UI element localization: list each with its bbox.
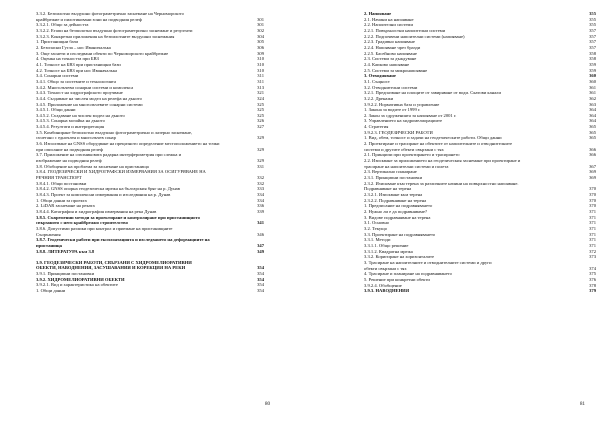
toc-entry-page: 325 bbox=[257, 101, 264, 107]
toc-entry-page: 309 bbox=[257, 50, 264, 56]
toc-entry-title: 1. Закона за водите от 1999 г. bbox=[364, 107, 421, 113]
toc-entry-page: 366 bbox=[589, 146, 596, 152]
toc-entry-page: 329 bbox=[257, 146, 264, 152]
toc-entry-page: 334 bbox=[257, 192, 264, 197]
toc-entry-page: 370 bbox=[589, 192, 596, 197]
toc-entry-title: 1. Пристанищни бази bbox=[36, 39, 78, 45]
toc-entry-title: 3.2. Отводнителни системи bbox=[364, 84, 418, 90]
toc-entry-page: 371 bbox=[589, 214, 596, 220]
toc-entry-page: 364 bbox=[589, 107, 596, 113]
toc-entry-page: 304 bbox=[257, 33, 264, 39]
toc-entry-title: 3.4.5. Приложение на многолъчевите сонарни системи bbox=[36, 101, 143, 107]
toc-entry-title: 3.2.2. Дренажи bbox=[364, 95, 394, 101]
toc-entry-page: 378 bbox=[589, 282, 596, 288]
toc-entry-page: 355 bbox=[589, 11, 596, 16]
toc-entry-title: пристанища bbox=[36, 242, 62, 248]
toc-entry-page: 355 bbox=[589, 16, 596, 22]
toc-entry-title: 3.3.1.1. Общо решение bbox=[364, 242, 409, 248]
toc-entry-title: 3.8. Обобщение на проблема за заснемане на пристанища bbox=[36, 163, 149, 169]
toc-entry-title: 2.2.1. Повърхностни напоителни системи bbox=[364, 27, 446, 33]
toc-entry-title: 3.3.2. Коригиране на хоризонталите bbox=[364, 254, 434, 260]
toc-entry-title: 3. Трасиране на напоителните и отводнителните системи и други bbox=[364, 259, 492, 265]
toc-entry-title: 2.3. Системи за дъждуване bbox=[364, 56, 417, 62]
toc-entry-page: 371 bbox=[589, 231, 596, 237]
toc-entry-title: ОБЕКТИ, НАВОДНЕНИЯ, ЗАСУШАВАНИЯ И КОРЕКЦИЯ НА РЕКИ bbox=[36, 265, 186, 271]
toc-entry-title: 3.3.2.2. Етапи на безпилотно въздушно фотограметрично заснемане и резултати bbox=[36, 27, 193, 33]
toc-entry-page: 324 bbox=[257, 95, 264, 101]
toc-entry-page: 332 bbox=[257, 180, 264, 186]
toc-entry-title: 4. Оценка на точността при БВЗ bbox=[36, 56, 99, 62]
toc-entry-title: 3.3.1. Методи bbox=[364, 237, 391, 243]
toc-entry-page: 311 bbox=[257, 78, 264, 84]
toc-entry-title: 2.3. Вертикално планиране bbox=[364, 169, 417, 175]
toc-entry bbox=[364, 288, 596, 294]
toc-entry-page: 376 bbox=[589, 276, 596, 282]
toc-entry-title: 3.4.1. Общо за системите и технологията bbox=[36, 78, 116, 84]
toc-entry-page: 366 bbox=[589, 152, 596, 158]
toc-entry-title: 3.9.2.2. Нормативна база и управление bbox=[364, 101, 440, 107]
toc-entry-page: 371 bbox=[589, 225, 596, 231]
toc-entry-title: крайбрежие и пилотиковани зони на подводния релеф bbox=[36, 16, 142, 22]
toc-entry-page: 354 bbox=[257, 271, 264, 277]
toc-entry-page: 361 bbox=[589, 90, 596, 96]
toc-entry-title: 2.1. Принципи при проектирането и трасирането bbox=[364, 152, 460, 158]
toc-entry-page: 357 bbox=[589, 33, 596, 39]
toc-entry-title: трасиране на напоителни системи и полета bbox=[364, 163, 449, 169]
toc-entry-page: 369 bbox=[589, 175, 596, 181]
toc-entry-title: 1. Предписание на подравняването bbox=[364, 203, 433, 209]
toc-entry-title: 2.1. Начини на напояване bbox=[364, 16, 414, 22]
toc-entry-title: 4.1. Точност на БВЗ при пристанищни бази bbox=[36, 61, 121, 67]
page-number-left: 80 bbox=[265, 402, 270, 407]
toc-entry-title: 3.4.4. Създаване на числен модел на релефа на дъното bbox=[36, 95, 142, 101]
toc-entry-title: 2.2.3. Градивно напояване bbox=[364, 39, 415, 45]
toc-entry-page: 373 bbox=[589, 254, 596, 260]
toc-entry-title: 3.3.2.1. Общо за дейността bbox=[36, 22, 89, 28]
toc-entry bbox=[36, 249, 264, 255]
toc-entry-title: 3.9.2. ХИДРОМЕЛИОРАТИВНИ ОБЕКТИ bbox=[36, 276, 125, 282]
toc-entry-title: 2.5. Системи за микронапояване bbox=[364, 67, 428, 73]
toc-entry-title: 3. Отводняване bbox=[364, 73, 396, 79]
toc-entry-title: 2.2.2. Подпочвени напоителни системи (напояване) bbox=[364, 33, 465, 39]
toc-entry-page: 360 bbox=[589, 73, 596, 79]
toc-entry-page: 346 bbox=[257, 231, 264, 237]
toc-entry-page: 310 bbox=[257, 61, 264, 67]
toc-entry-page: 357 bbox=[589, 27, 596, 33]
toc-entry-title: 2.2. Напоителни системи bbox=[364, 22, 413, 28]
toc-entry-title: 3.8.4.2. GNSS опорна геодезическа мрежа на българския бряг на р. Дунав bbox=[36, 186, 180, 192]
toc-entry-page: 364 bbox=[589, 112, 596, 118]
toc-entry-page: 332 bbox=[257, 175, 264, 181]
toc-entry-title: 3.3.1.2. Квадратна мрежа bbox=[364, 248, 413, 254]
toc-entry-title: съчетано с едночлен и многолъчев сонар bbox=[36, 135, 116, 141]
toc-entry-title: 2.3.2.1. Изискване към терена bbox=[364, 192, 423, 197]
toc-entry-title: 3.9.2.4. Обобщение bbox=[364, 282, 402, 288]
toc-entry-page: 375 bbox=[589, 271, 596, 277]
toc-entry-title: 3.3. Проектиране на подравняването bbox=[364, 231, 436, 237]
toc-entry-page: 327 bbox=[257, 124, 264, 130]
toc-entry-title: 3.4.2. Многолъчеви сонарни системи и комплекса bbox=[36, 84, 134, 90]
toc-entry-title: 2.3.2.2. Подравняване на терена bbox=[364, 197, 427, 203]
toc-entry-page: 357 bbox=[589, 44, 596, 50]
toc-entry-title: при описание на подводния релеф bbox=[36, 146, 103, 152]
toc-entry-page: 347 bbox=[257, 242, 264, 248]
toc-entry-page: 325 bbox=[257, 107, 264, 113]
toc-entry-title: 4.2. Точност на БВЗ при нос Иваначалька bbox=[36, 67, 118, 73]
toc-entry-page: 370 bbox=[589, 197, 596, 203]
toc-entry-title: 2. Безопасни Гугла – нос Иваничалька bbox=[36, 44, 111, 50]
toc-entry-page: 306 bbox=[257, 44, 264, 50]
toc-entry-title: 3.8.5. Съвременни методи за проектиране и контролиране при пристанищното bbox=[36, 214, 200, 220]
toc-entry-title: 3. Видове подравняване на терена bbox=[364, 214, 431, 220]
toc-entry-page: 311 bbox=[257, 73, 264, 79]
toc-entry-title: 3.3.2.3. Конкретни приложения на безпилотните въздушни заснемания bbox=[36, 33, 175, 39]
toc-entry-title: 3.4.5.1. Общи данни bbox=[36, 107, 76, 113]
toc-entry-page: 302 bbox=[257, 27, 264, 33]
toc-entry-page: 365 bbox=[589, 129, 596, 135]
toc-entry-title: 2. Нужно ли е да подравняваме? bbox=[364, 208, 428, 214]
toc-entry-title: 3.8.4.4. Катаграфия и хидрография измервания на река Дунав bbox=[36, 208, 157, 214]
toc-entry-page: 354 bbox=[257, 288, 264, 294]
toc-entry-page: 354 bbox=[257, 282, 264, 288]
toc-entry-title: РЕЧНИЯ ТРАНСПОРТ bbox=[36, 175, 82, 181]
toc-entry-title: изображение на подводния релеф bbox=[36, 158, 102, 164]
toc-entry-title: Съоръжения bbox=[36, 231, 61, 237]
toc-entry-page: 361 bbox=[589, 84, 596, 90]
toc-entry-title: свързаното с него крайбрежно строителство bbox=[36, 220, 128, 226]
toc-entry-page: 364 bbox=[589, 118, 596, 124]
toc-entry-title: 2.3.1. Принципни постановки bbox=[364, 175, 423, 181]
toc-entry-title: 1. Общи данни bbox=[36, 288, 66, 294]
toc-entry-page: 372 bbox=[589, 248, 596, 254]
toc-entry-title: 3.8.4.3. Проект за комплексни измервания и изследвания на р. Дунав bbox=[36, 192, 171, 197]
toc-entry-title: 3.9.2.1. Вид и характеристика на обектите bbox=[36, 282, 118, 288]
toc-entry-title: 3.5. Комбиниране безпилотно въздушно фотограметрично и лазерно заснемане, bbox=[36, 129, 193, 135]
toc-entry-title: 2. Проектиране и трасиране на обектите от напоителните и отводнителните bbox=[364, 141, 512, 147]
toc-entry-page: 371 bbox=[589, 208, 596, 214]
toc-entry-page: 371 bbox=[589, 237, 596, 243]
toc-entry-title: 3.2. Текущо bbox=[364, 225, 388, 231]
toc-entry-title: 3. Още заснети и изследвани обекти по Черноморското крайбрежие bbox=[36, 50, 169, 56]
toc-entry-page: 355 bbox=[589, 22, 596, 28]
toc-entry-page: 379 bbox=[589, 288, 596, 294]
toc-entry-title: 2. Напояване bbox=[364, 11, 392, 16]
table-of-contents-left bbox=[36, 11, 264, 294]
toc-entry-page: 310 bbox=[257, 67, 264, 73]
toc-entry-page: 354 bbox=[257, 265, 264, 271]
toc-entry-title: 3.8.4.1. Общи постановки bbox=[36, 180, 87, 186]
toc-entry-title: 2.4. Капково напояване bbox=[364, 61, 410, 67]
right-page bbox=[300, 0, 600, 424]
toc-entry-page: 334 bbox=[257, 197, 264, 203]
toc-entry-title: системи и другите обекти свързани с тях bbox=[364, 146, 444, 152]
toc-entry-title: 4. Стратегия bbox=[364, 124, 389, 130]
toc-entry-page: 341 bbox=[257, 220, 264, 226]
toc-entry-title: 3.4.5.3. Сонарна мозайка на дъното bbox=[36, 118, 105, 124]
toc-entry-page: 326 bbox=[257, 118, 264, 124]
toc-entry-page: 310 bbox=[257, 56, 264, 62]
toc-entry-page: 358 bbox=[589, 56, 596, 62]
toc-entry-page: 374 bbox=[589, 265, 596, 271]
toc-entry-title: 2.3.2. Изискване към терена за различните начини на повърхностно напояване. bbox=[364, 180, 519, 186]
toc-entry-title: 3.9.1. Принципни постановки bbox=[36, 271, 95, 277]
toc-entry-page: 371 bbox=[589, 242, 596, 248]
toc-entry-title: 4. Трасиране и планиране на подравняването bbox=[364, 271, 452, 277]
page-number-right: 81 bbox=[580, 402, 585, 407]
toc-entry-title: 3.7. Приложение на спътниковата радарна интерферометрия при слежка и bbox=[36, 152, 182, 158]
toc-entry-title: 3.3.2. Безпилотно въздушно фотограметрично заснемане на Черноморското bbox=[36, 11, 184, 16]
toc-entry-title: 3.8.6. Допустими разлики при контрол и приемане на пристанищните bbox=[36, 225, 173, 231]
toc-entry-page: 371 bbox=[589, 220, 596, 226]
toc-entry-title: 2.2.4. Напояване чрез бразди bbox=[364, 44, 421, 50]
toc-entry-page: 365 bbox=[589, 124, 596, 130]
toc-entry-title: 3.8.4. ГЕОДЕЗИЧЕСКИ И ХИДРОГРАФСКИ ИЗМЕРВАНИЯ ЗА ОСИГУРЯВАНЕ НА bbox=[36, 169, 206, 175]
toc-entry-page: 301 bbox=[257, 22, 264, 28]
toc-entry-page: 359 bbox=[589, 61, 596, 67]
toc-entry-title: 2.2. Изискване за приложението на геодезическия заснемане при проектиране и bbox=[364, 158, 521, 164]
toc-entry-page: 329 bbox=[257, 158, 264, 164]
toc-entry-page: 369 bbox=[589, 169, 596, 175]
toc-entry-page: 305 bbox=[257, 39, 264, 45]
toc-entry-title: Подравняване на терена bbox=[364, 186, 412, 192]
toc-entry-page: 358 bbox=[589, 50, 596, 56]
toc-entry-page: 329 bbox=[257, 135, 264, 141]
toc-entry-page: 357 bbox=[589, 39, 596, 45]
toc-entry-title: 3.8.7. Геодезически работи при експлоатацията и изследването на деформациите на bbox=[36, 237, 210, 243]
toc-entry-title: обекти свързани с тях bbox=[364, 265, 407, 271]
toc-entry-title: 3.4.3. Точност на хидрографското проучване bbox=[36, 90, 123, 96]
toc-entry-title: 3.2.1. Предпазване на площите от завиряване от води. Скатови канали bbox=[364, 90, 501, 96]
toc-entry-title: 5. Решение при конкретни обекти bbox=[364, 276, 430, 282]
toc-entry-page: 367 bbox=[589, 163, 596, 169]
toc-entry-title: 3. Управлението на хидромелиорациите bbox=[364, 118, 443, 124]
toc-entry-page: 339 bbox=[257, 208, 264, 214]
toc-entry-title: 3.8.8. ЛИТЕРАТУРА към 3.8 bbox=[36, 248, 95, 254]
toc-entry-page: 321 bbox=[257, 90, 264, 96]
toc-entry-title: 3.9. ГЕОДЕЗИЧЕСКИ РАБОТИ, СВЪРЗАНИ С ХИДРОМЕЛИОРАТИВНИ bbox=[36, 259, 192, 265]
toc-entry bbox=[36, 288, 264, 294]
toc-entry-page: 313 bbox=[257, 84, 264, 90]
toc-entry-page: 370 bbox=[589, 186, 596, 192]
toc-entry-title: 3.9.3. НАВОДНЕНИЯ bbox=[364, 288, 410, 294]
toc-entry-title: 3.1. Основно bbox=[364, 220, 390, 226]
toc-entry-page: 362 bbox=[589, 95, 596, 101]
toc-entry-page: 331 bbox=[257, 163, 264, 169]
toc-entry-page: 365 bbox=[589, 135, 596, 141]
toc-entry-page: 354 bbox=[257, 276, 264, 282]
toc-entry-page: 363 bbox=[589, 101, 596, 107]
table-of-contents-right bbox=[364, 11, 596, 294]
toc-entry-title: 3.9.2.3. ГЕОДЕЗИЧЕСКИ РАБОТИ bbox=[364, 129, 433, 135]
toc-entry-page: 325 bbox=[257, 112, 264, 118]
toc-entry-page: 301 bbox=[257, 16, 264, 22]
toc-entry-page: 370 bbox=[589, 203, 596, 209]
toc-entry-title: 3.4. Сонарни системи bbox=[36, 73, 79, 79]
toc-entry-title: 2.2.5. Басейново напояване bbox=[364, 50, 417, 56]
toc-entry-title: 3.4.5.4. Резултати и интерпретация bbox=[36, 124, 105, 130]
toc-entry-page: 360 bbox=[589, 78, 596, 84]
toc-entry-title: 1. Вид, обем, точност и задачи на геодезическите работи. Общи данни bbox=[364, 135, 502, 141]
toc-entry-title: 2. Закон за сдруженията за напояване от 2001 г. bbox=[364, 112, 457, 118]
toc-entry-title: 1. Общи данни за проекта bbox=[36, 197, 87, 203]
toc-entry-page: 333 bbox=[257, 186, 264, 192]
toc-entry-page: 349 bbox=[257, 248, 264, 254]
toc-entry-title: 2. LiDAR заснемане на реката bbox=[36, 203, 95, 209]
toc-entry-title: 3.1. Същност bbox=[364, 78, 390, 84]
toc-entry-title: 3.6. Използване на GNSS оборудване на прецизното определение местоположението на точки bbox=[36, 141, 220, 147]
toc-entry-page: 359 bbox=[589, 67, 596, 73]
toc-entry-title: 3.4.5.2. Създаване на числен модел на дъното bbox=[36, 112, 125, 118]
toc-entry-page: 336 bbox=[257, 203, 264, 209]
